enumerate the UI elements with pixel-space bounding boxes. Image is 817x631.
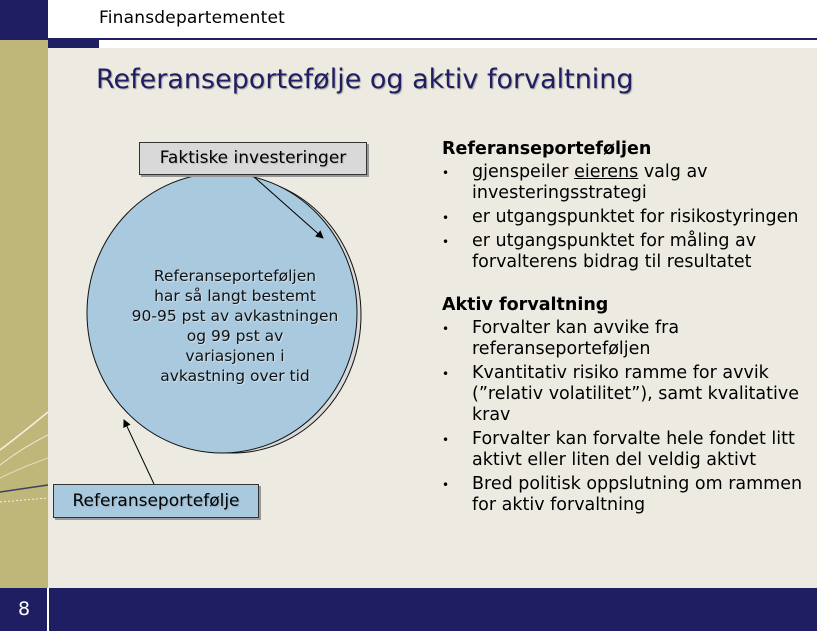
circle-text-line: og 99 pst av	[186, 327, 284, 345]
bullet-item	[442, 162, 812, 204]
circle-text-line: har så langt bestemt	[154, 287, 316, 305]
bullet-dot-icon: •	[442, 235, 450, 249]
bullet-text: Forvalter kan avvike fra referanseporteføljen	[472, 318, 680, 359]
slide-title: Referanseportefølje og aktiv forvaltning	[96, 64, 634, 95]
bullet-item	[442, 429, 812, 471]
bullet-item	[442, 207, 812, 228]
circle-description	[110, 266, 360, 386]
bullet-text: Kvantitativ risiko ramme for avvik (”relativ volatilitet”), samt kvalitative krav	[472, 363, 799, 425]
bullet-item	[442, 363, 812, 426]
bullet-text: er utgangspunktet for måling av forvalterens bidrag til resultatet	[472, 231, 757, 272]
bullet-item	[442, 318, 812, 360]
circle-text-line: avkastning over tid	[160, 367, 310, 385]
bullet-underlined-text: eierens	[574, 162, 639, 182]
reference-portfolio-bullets	[442, 162, 812, 273]
page-number: 8	[17, 598, 31, 620]
bullet-item	[442, 474, 812, 516]
section-heading-reference-portfolio: Referanseporteføljen	[442, 139, 652, 159]
bullet-text: Forvalter kan forvalte hele fondet litt aktivt eller liten del veldig aktivt	[472, 429, 795, 470]
organization-name: Finansdepartementet	[99, 8, 286, 28]
circle-text-line: 90-95 pst av avkastningen	[131, 307, 339, 325]
bullet-dot-icon: •	[442, 433, 450, 447]
bullet-item	[442, 231, 812, 273]
active-management-bullets	[442, 318, 812, 516]
bullet-text: gjenspeiler	[472, 162, 575, 182]
reference-portfolio-label: Referanseportefølje	[53, 484, 259, 518]
circle-text-line: Referanseporteføljen	[153, 267, 317, 285]
circle-text-line: variasjonen i	[185, 347, 285, 365]
bullet-dot-icon: •	[442, 478, 450, 492]
section-heading-active-management: Aktiv forvaltning	[442, 295, 609, 315]
bullet-dot-icon: •	[442, 211, 450, 225]
bullet-text: er utgangspunktet for risikostyringen	[472, 207, 799, 227]
bullet-text: Bred politisk oppslutning om rammen for aktiv forvaltning	[472, 474, 803, 515]
bullet-dot-icon: •	[442, 322, 450, 336]
right-text-column	[442, 138, 812, 519]
bullet-text: valg av investeringsstrategi	[472, 162, 708, 203]
actual-investments-label: Faktiske investeringer	[139, 142, 367, 175]
bullet-dot-icon: •	[442, 367, 450, 381]
bullet-dot-icon: •	[442, 166, 450, 180]
